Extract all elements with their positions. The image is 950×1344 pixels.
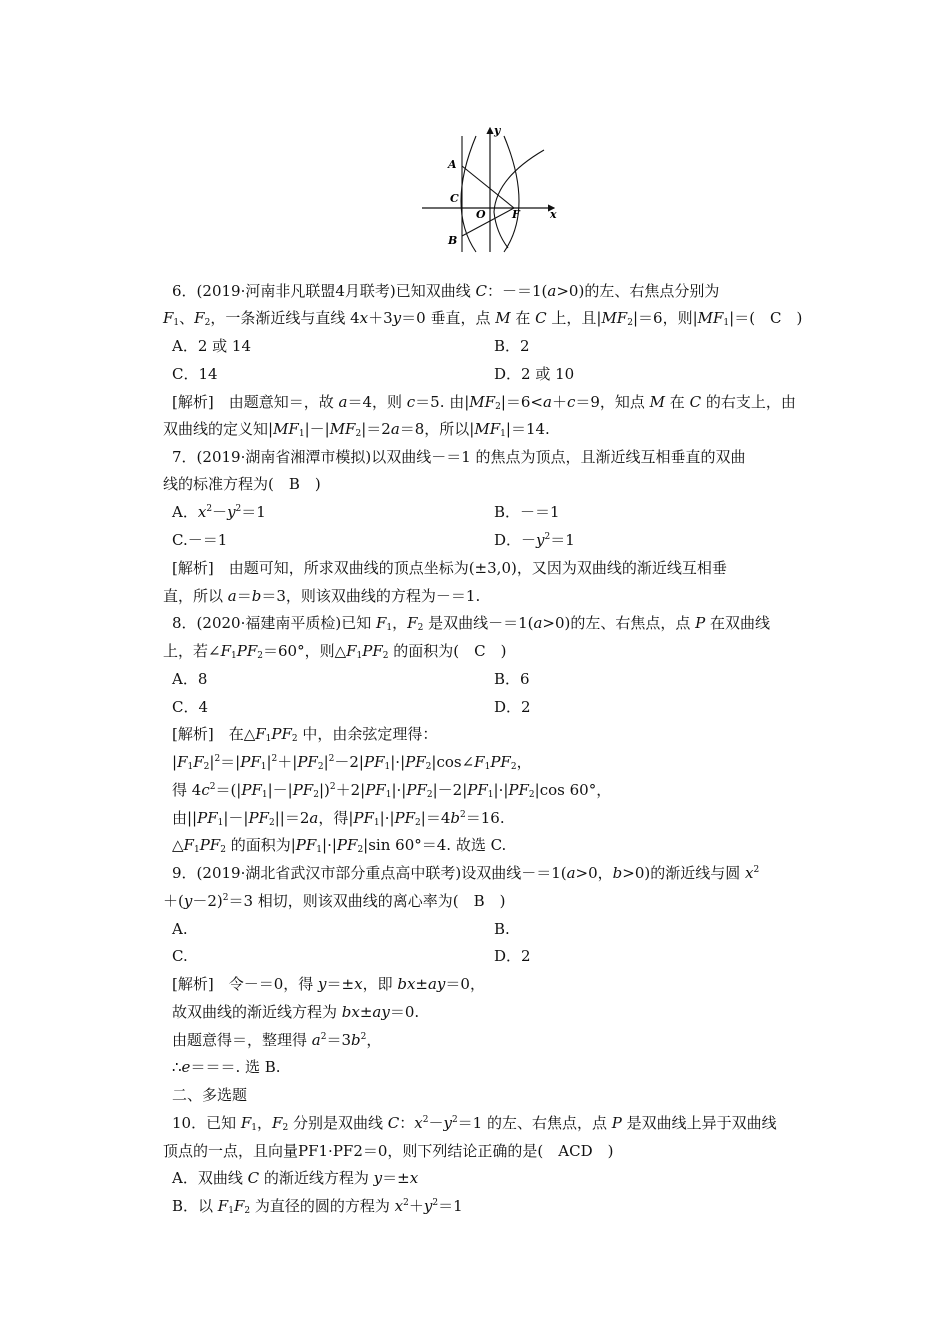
text-line: $F_1$、$F_2$，一条渐近线与直线 4x＋3y＝0 垂直，点 M 在 C 上，且$|MF_2|=6$，则$|MF_1|=$( C ) [163, 309, 803, 328]
text-line: D．$-y^2=1$ [494, 531, 575, 549]
text-line: C.－＝1 [172, 531, 228, 549]
label-y: y [494, 124, 501, 137]
hyperbola-right-branch [504, 136, 519, 252]
text-line: ∴e＝＝＝. 选 B. [172, 1058, 281, 1076]
text-line: 故双曲线的渐近线方程为 bx±ay＝0. [172, 1003, 420, 1021]
text-line: [解析] 在$\triangle F_1PF_2$ 中，由余弦定理得： [172, 725, 438, 744]
text-line: 由题意得＝，整理得 $a^2=3b^2$， [172, 1031, 382, 1049]
label-B: B [448, 234, 458, 247]
text-line: [解析] 令－＝0，得 y＝±x，即 bx±ay＝0， [172, 975, 485, 993]
text-line: 直，所以 a＝b＝3，则该双曲线的方程为－＝1. [163, 587, 481, 605]
text-line: $+(y-2)^2=3$ 相切，则该双曲线的离心率为( B ) [163, 892, 506, 910]
hyperbola-left-branch [461, 136, 476, 252]
text-line: 得 $4c^2=(|PF_1|-|PF_2|)^2+2|PF_1|\cdot|PF_2|-2|PF_1|\cdot|PF_2|\cos$ 60°， [172, 781, 612, 800]
label-F: F [512, 208, 520, 221]
text-line: [解析] 由题可知，所求双曲线的顶点坐标为(±3,0)，又因为双曲线的渐近线互相垂 [172, 559, 727, 577]
text-line: D．2 [494, 698, 531, 716]
text-line: A．8 [172, 670, 208, 688]
text-line: 9．(2019·湖北省武汉市部分重点高中联考)设双曲线－＝1(a>0，b>0)的渐近线与圆 $x^2$ [172, 864, 760, 882]
text-line: 由$||PF_1|-|PF_2||=2a$，得$|PF_1|\cdot|PF_2|=4b^2=16$. [172, 809, 505, 828]
label-x: x [550, 208, 557, 221]
text-line: 10．已知 $F_1$，$F_2$ 分别是双曲线 C：$x^2-y^2=1$ 的左、右焦点，点 P 是双曲线上异于双曲线 [172, 1114, 777, 1133]
text-line: 7．(2019·湖南省湘潭市模拟)以双曲线－＝1 的焦点为顶点，且渐近线互相垂直的双曲 [172, 448, 746, 466]
label-O: O [476, 208, 486, 221]
text-line: C．4 [172, 698, 209, 716]
text-line: B．以 $F_1F_2$ 为直径的圆的方程为 $x^2+y^2=1$ [172, 1197, 463, 1216]
text-line: 8．(2020·福建南平质检)已知 $F_1$，$F_2$ 是双曲线－＝1(a>0)的左、右焦点，点 P 在双曲线 [172, 614, 771, 633]
text-line: B．6 [494, 670, 530, 688]
label-A: A [448, 158, 457, 171]
text-line: 线的标准方程为( B ) [163, 475, 321, 493]
text-line: C．14 [172, 365, 218, 383]
text-line: 双曲线的定义知$|MF_1|-|MF_2|=2a=8$，所以$|MF_1|=14$. [163, 420, 550, 439]
text-line: D．2 [494, 947, 531, 965]
text-line: A．双曲线 C 的渐近线方程为 y＝±x [172, 1169, 419, 1187]
text-line: $|F_1F_2|^2=|PF_1|^2+|PF_2|^2-2|PF_1|\cdot|PF_2|\cos\angle F_1PF_2$， [172, 753, 532, 772]
text-line: 二、多选题 [172, 1086, 248, 1104]
text-line: C. [172, 947, 188, 965]
label-C: C [450, 192, 459, 205]
text-line: B. [494, 920, 510, 938]
segment-AF [462, 166, 514, 208]
segment-BF [462, 208, 514, 236]
text-line: B．－＝1 [494, 503, 560, 521]
text-line: $\triangle F_1PF_2$ 的面积为$|PF_1|\cdot|PF_2|\sin$ 60°＝4. 故选 C. [172, 836, 507, 855]
text-line: A．$x^2-y^2=1$ [172, 503, 266, 521]
text-line: 6．(2019·河南非凡联盟4月联考)已知双曲线 C：－＝1(a>0)的左、右焦点分别为 [172, 282, 720, 300]
hyperbola-figure [418, 122, 564, 254]
text-line: A. [172, 920, 188, 938]
text-line: 上，若$\angle F_1PF_2=60^\circ$，则$\triangle F_1PF_2$ 的面积为( C ) [163, 642, 507, 661]
text-line: 顶点的一点，且向量PF1·PF2＝0，则下列结论正确的是( ACD ) [163, 1142, 614, 1160]
text-line: B．2 [494, 337, 530, 355]
text-line: D．2 或 10 [494, 365, 575, 383]
text-line: [解析] 由题意知＝，故 a＝4，则 c＝5. 由$|MF_2|=6<a+c=9$，知点 M 在 C 的右支上，由 [172, 393, 796, 412]
text-line: A．2 或 14 [172, 337, 251, 355]
